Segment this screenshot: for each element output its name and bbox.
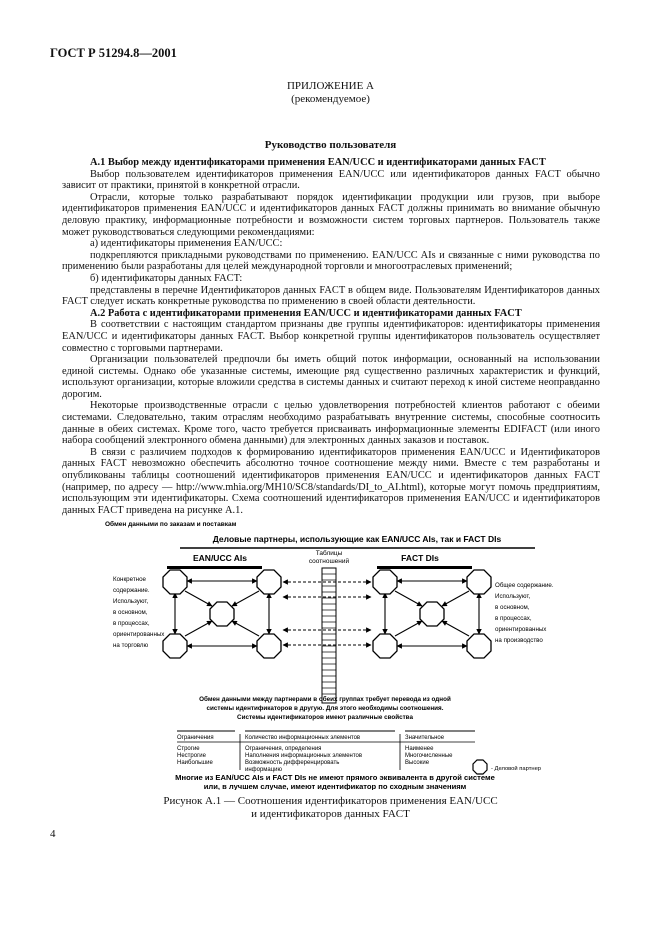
mapping-table-rows	[322, 574, 336, 694]
table-header: Количество информационных элементов	[245, 735, 361, 741]
paragraph: подкрепляются прикладными руководствами по применению. EAN/UCC AIs и связанные с ними руководства по применению были разработаны для целей международной торговли и многоотраслевых применений;	[62, 249, 600, 273]
section-heading: А.2 Работа с идентификаторами применения EAN/UCC и идентификаторами данных FACT	[90, 307, 522, 319]
appendix-heading	[0, 80, 661, 106]
appendix-title: ПРИЛОЖЕНИЕ А	[286, 80, 374, 92]
body-text	[62, 157, 600, 516]
document-header: ГОСТ Р 51294.8—2001	[50, 46, 177, 60]
mid-note-line: Обмен данными между партнерами в обеих группах требует перевода из одной	[199, 696, 451, 703]
partner-node	[373, 634, 397, 658]
partner-node	[163, 570, 187, 594]
center-label-2: соотношений	[308, 558, 350, 565]
partner-node	[163, 634, 187, 658]
right-bar	[377, 566, 472, 569]
right-note-line: в процессах,	[495, 615, 532, 622]
mid-note	[199, 695, 451, 721]
partner-node	[210, 602, 234, 626]
table-cell: Многочисленные	[405, 753, 453, 759]
table-cell: Строгие	[177, 746, 200, 752]
appendix-subtitle: (рекомендуемое)	[291, 93, 370, 105]
legend-partner-icon	[473, 760, 487, 774]
right-note-line: на производство	[495, 637, 543, 644]
paragraph: Некоторые производственные отрасли с целью удовлетворения потребностей клиентов работают с обеими системами. Следовательно, таким отраслям необходимо разрабатывать внутренние системы, способные соотносить данные в обеих системах. Кроме того, часто требуется присваивать информационные элементы EDIFACT (или иного набора сообщений электронного обмена данными) для электронных данных заказов и поставок.	[62, 400, 600, 447]
paragraph: В связи с различием подходов к формированию идентификаторов применения EAN/UCC и Идентификаторов данных FACT невозможно обеспечить абсолютно точное соотношение между ними. Вместе с тем разработаны и опубликованы таблицы соотношений идентификаторов применения EAN/UCC и идентификаторов данных FACT (например, по адресу — http://www.mhia.org/MH10/SC8/standards/DI_to_AI.html), которые могут помочь предприятиям, использующим эти идентификаторы. Схема соотношений идентификаторов применения EAN/UCC и идентификаторов данных FACT приведена на рисунке А.1.	[62, 446, 600, 516]
left-group-label: EAN/UCC AIs	[193, 553, 247, 563]
properties-table	[177, 731, 475, 773]
list-item: а) идентификаторы применения EAN/UCC:	[90, 238, 283, 250]
paragraph: Отрасли, которые только разрабатывают порядок идентификации продукции или грузов, при выборе идентификаторов применения EAN/UCC и идентификаторов данных FACT должны принимать во внимание обычную деловую практику, информационные потребности и возможности систем торговых партнеров. Пользователь также может руководствоваться следующими рекомендациями:	[62, 191, 600, 238]
left-note-line: содержание.	[113, 587, 150, 594]
figure-diagram	[105, 518, 565, 790]
table-cell: информацию	[245, 767, 283, 773]
table-cell: Ограничения, определения	[245, 746, 322, 752]
guide-title: Руководство пользователя	[264, 139, 397, 151]
table-header: Значительное	[405, 735, 445, 741]
table-header: Ограничения	[177, 735, 214, 741]
table-cell: Наибольшие	[177, 760, 213, 766]
right-note-line: Общее содержание.	[495, 582, 554, 589]
list-item: б) идентификаторы данных FACT:	[90, 272, 243, 284]
caption-line: Рисунок А.1 — Соотношения идентификаторов применения EAN/UCC	[163, 795, 498, 807]
left-note-line: в основном,	[113, 609, 148, 616]
table-cell: Возможность дифференцировать	[245, 760, 340, 766]
mid-note-line: системы идентификаторов в другую. Для этого необходимы соотношения.	[206, 705, 444, 712]
partner-node	[257, 634, 281, 658]
page-number: 4	[50, 828, 56, 840]
left-note	[113, 576, 165, 649]
left-bar	[167, 566, 262, 569]
partner-node	[420, 602, 444, 626]
paragraph: Выбор пользователем идентификаторов применения EAN/UCC или идентификаторов данных FACT обычно зависит от практики, принятой в конкретной отрасли.	[62, 168, 600, 192]
paragraph: Организации пользователей предпочли бы иметь общий поток информации, основанный на использовании единой системы. Однако обе указанные системы, имеющие ряд существенно различных характеристик и функций, используют организации, которые вложили средства в системы данных и считают переход к иной системе неоправданно дорогим.	[62, 354, 600, 400]
figure-top-label: Обмен данными по заказам и поставкам	[105, 521, 237, 528]
center-label-1: Таблицы	[315, 550, 343, 557]
figure-caption	[0, 795, 661, 821]
left-note-line: Используют,	[113, 598, 149, 605]
paragraph: представлены в перечне Идентификаторов данных FACT в общем виде. Пользователям Идентификаторов данных FACT следует искать конкретные руководства по применению в своей области деятельности.	[62, 284, 600, 308]
left-note-line: Конкретное	[113, 576, 146, 583]
partner-node	[467, 570, 491, 594]
bottom-note-1: Многие из EAN/UCC AIs и FACT DIs не имеют прямого эквивалента в другой системе	[175, 773, 495, 782]
right-note-line: Используют,	[495, 593, 531, 600]
partner-node	[467, 634, 491, 658]
left-note-line: в процессах,	[113, 620, 150, 627]
right-note	[495, 582, 554, 644]
right-group-label: FACT DIs	[401, 553, 439, 563]
mapping-table-column	[322, 568, 336, 703]
right-note-line: ориентированных	[495, 626, 547, 633]
left-note-line: ориентированных	[113, 631, 165, 638]
partner-node	[373, 570, 397, 594]
table-cell: Высокие	[405, 760, 430, 766]
caption-line: и идентификаторов данных FACT	[251, 808, 410, 820]
mid-note-line: Системы идентификаторов имеют различные свойства	[237, 714, 413, 721]
legend-label: - Деловой партнер	[491, 766, 542, 772]
table-cell: Наименее	[405, 746, 434, 752]
figure-banner: Деловые партнеры, использующие как EAN/UCC AIs, так и FACT DIs	[212, 534, 502, 544]
paragraph: В соответствии с настоящим стандартом признаны две группы идентификаторов: идентификаторы применения EAN/UCC и идентификаторы данных FACT. Выбор конкретной группы идентификаторов пользователь осуществляет совместно с торговыми партнерами.	[62, 319, 600, 354]
section-heading: А.1 Выбор между идентификаторами применения EAN/UCC и идентификаторами данных FACT	[90, 157, 546, 168]
table-cell: Наполнения информационных элементов	[245, 753, 363, 759]
table-cell: Нестрогие	[177, 753, 206, 759]
left-note-line: на торговлю	[113, 642, 149, 649]
right-note-line: в основном,	[495, 604, 530, 611]
bottom-note-2: или, в лучшем случае, имеют идентификатор по сходным значениям	[203, 782, 467, 790]
partner-node	[257, 570, 281, 594]
